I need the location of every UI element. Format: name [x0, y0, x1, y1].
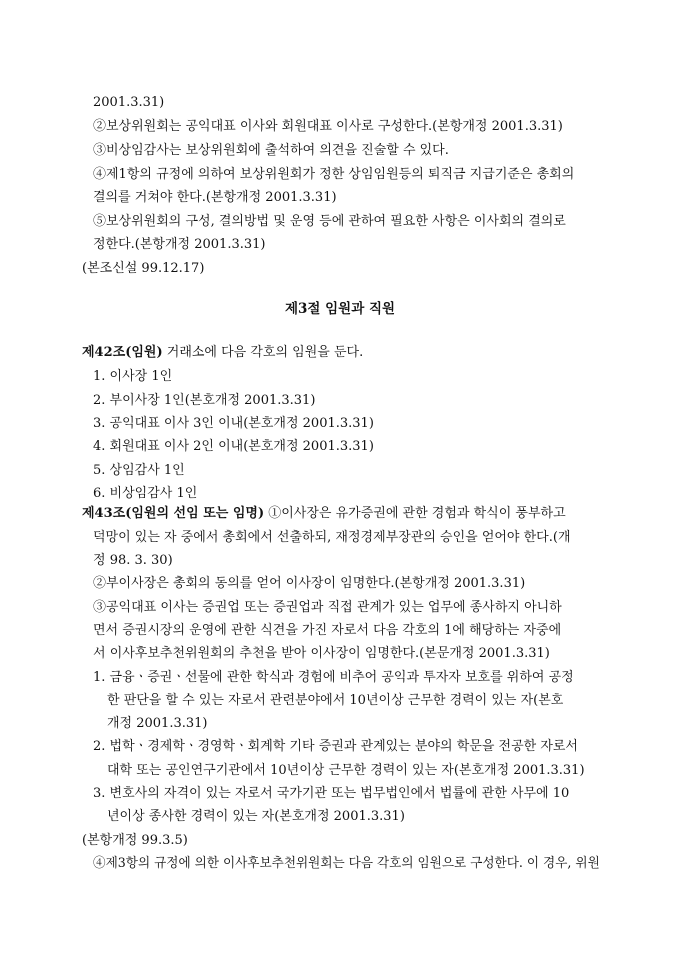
list-item: 5. 상임감사 1인	[93, 463, 185, 478]
list-item: 6. 비상임감사 1인	[93, 486, 198, 501]
text-line: ③비상임감사는 보상위원회에 출석하여 의견을 진술할 수 있다.	[93, 143, 449, 158]
text-line: ②보상위원회는 공익대표 이사와 회원대표 이사로 구성한다.(본항개정 2001.3.31)	[93, 119, 563, 134]
chapter-title: 제3절 임원과 직원	[284, 301, 396, 317]
text-line: ②부이사장은 총회의 동의를 얻어 이사장이 임명한다.(본항개정 2001.3.31)	[93, 576, 526, 591]
text-line: 대학 또는 공인연구기관에서 10년이상 근무한 경력이 있는 자(본호개정 2001.3.31)	[107, 763, 585, 778]
list-item: 2. 부이사장 1인(본호개정 2001.3.31)	[93, 393, 316, 408]
article-43-text: ①이사장은 유가증권에 관한 경험과 학식이 풍부하고	[264, 506, 566, 521]
list-item: 2. 법학ㆍ경제학ㆍ경영학ㆍ회계학 기타 증권과 관계있는 분야의 학문을 전공한 자로서	[93, 739, 578, 754]
list-item: 1. 금융ㆍ증권ㆍ선물에 관한 학식과 경험에 비추어 공익과 투자자 보호를 위하여 공정	[93, 670, 574, 685]
text-line: 덕망이 있는 자 중에서 총회에서 선출하되, 재정경제부장관의 승인을 얻어야 한다.(개	[93, 530, 571, 545]
list-item: 4. 회원대표 이사 2인 이내(본호개정 2001.3.31)	[93, 439, 374, 454]
text-line: 개정 2001.3.31)	[107, 716, 208, 731]
text-line: (본항개정 99.3.5)	[82, 833, 188, 848]
text-line: 2001.3.31)	[93, 95, 165, 110]
text-line: 정 98. 3. 30)	[93, 553, 173, 568]
list-item: 3. 변호사의 자격이 있는 자로서 국가기관 또는 법무법인에서 법률에 관한 사무에 10	[93, 786, 570, 801]
text-line: ⑤보상위원회의 구성, 결의방법 및 운영 등에 관하여 필요한 사항은 이사회의 결의로	[93, 214, 566, 229]
article-42-first-line	[82, 342, 363, 365]
text-line: 서 이사후보추천위원회의 추천을 받아 이사장이 임명한다.(본문개정 2001.3.31)	[93, 646, 550, 661]
text-line: 년이상 종사한 경력이 있는 자(본호개정 2001.3.31)	[107, 809, 405, 824]
text-line: ④제1항의 규정에 의하여 보상위원회가 정한 상임임원등의 퇴직금 지급기준은 총회의	[93, 167, 575, 182]
text-line: 한 판단을 할 수 있는 자로서 관련분야에서 10년이상 근무한 경력이 있는 자(본호	[107, 693, 564, 708]
text-line: 결의를 거쳐야 한다.(본항개정 2001.3.31)	[93, 190, 337, 205]
text-line: 정한다.(본항개정 2001.3.31)	[93, 237, 266, 252]
article-42-text: 거래소에 다음 각호의 임원을 둔다.	[162, 345, 364, 360]
list-item: 1. 이사장 1인	[93, 369, 173, 384]
text-line: (본조신설 99.12.17)	[82, 261, 205, 276]
article-43-heading: 제43조(임원의 선임 또는 임명)	[82, 506, 265, 521]
article-42-heading: 제42조(임원)	[82, 345, 163, 360]
text-line: 면서 증권시장의 운영에 관한 식견을 가진 자로서 다음 각호의 1에 해당하는 자중에	[93, 623, 562, 638]
article-43-first-line	[82, 503, 566, 526]
list-item: 3. 공익대표 이사 3인 이내(본호개정 2001.3.31)	[93, 416, 374, 431]
text-line: ③공익대표 이사는 증권업 또는 증권업과 직접 관계가 있는 업무에 종사하지 아니하	[93, 600, 562, 615]
text-line: ④제3항의 규정에 의한 이사후보추천위원회는 다음 각호의 임원으로 구성한다. 이 경우, 위원	[93, 856, 600, 871]
